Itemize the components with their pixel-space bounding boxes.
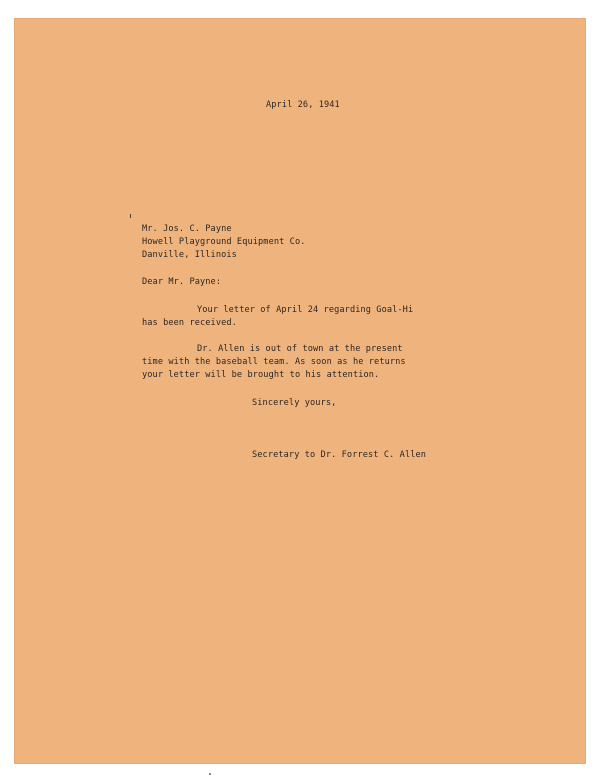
paper-speck [209,773,211,775]
paper-mark [130,214,131,218]
paragraph-2-line-1: Dr. Allen is out of town at the present [197,344,403,354]
letter-date: April 26, 1941 [266,100,340,110]
paragraph-2-line-3: your letter will be brought to his attention. [142,370,380,380]
letter-page [14,18,586,764]
paragraph-1-line-2: has been received. [142,318,237,328]
address-name: Mr. Jos. C. Payne [142,224,232,234]
signature-line: Secretary to Dr. Forrest C. Allen [252,450,427,460]
address-company: Howell Playground Equipment Co. [142,237,306,247]
paragraph-1-line-1: Your letter of April 24 regarding Goal-Hi [197,305,414,315]
closing: Sincerely yours, [252,398,337,408]
address-city: Danville, Illinois [142,250,237,260]
salutation: Dear Mr. Payne: [142,277,222,287]
paragraph-2-line-2: time with the baseball team. As soon as he returns [142,357,406,367]
